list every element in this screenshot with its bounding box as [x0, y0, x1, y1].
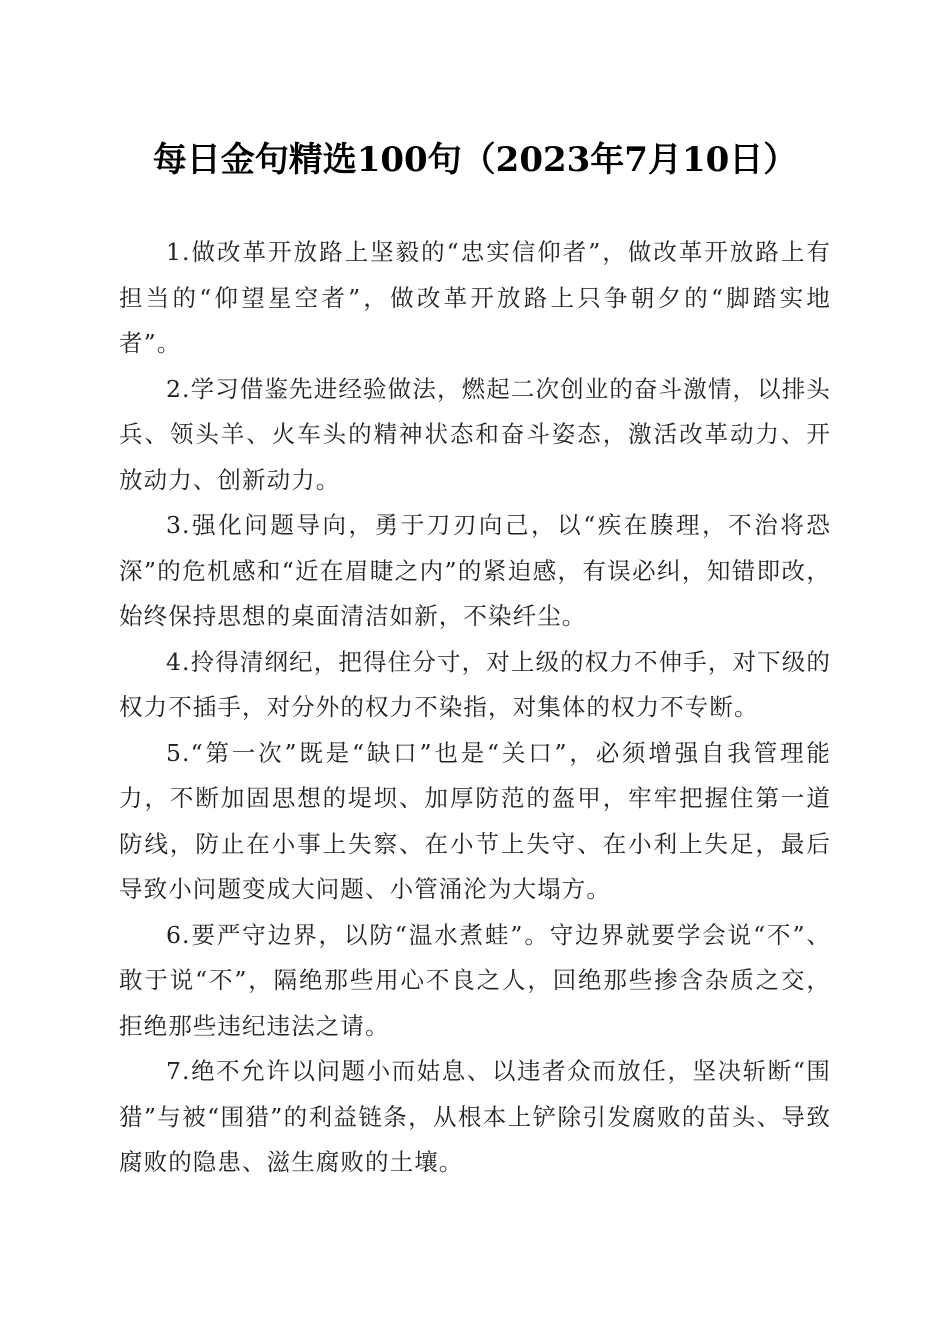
paragraph-2: 2.学习借鉴先进经验做法，燃起二次创业的奋斗激情，以排头兵、领头羊、火车头的精神状态和奋斗姿态，激活改革动力、开放动力、创新动力。 — [119, 374, 831, 494]
document-body — [119, 230, 831, 1186]
paragraph-5: 5.“第一次”既是“缺口”也是“关口”，必须增强自我管理能力，不断加固思想的堤坝、加厚防范的盔甲，牢牢把握住第一道防线，防止在小事上失察、在小节上失守、在小利上失足，最后导致小问题变成大问题、小管涌沦为大塌方。 — [119, 738, 831, 903]
document-title: 每日金句精选100句（2023年7月10日） — [152, 140, 798, 180]
paragraph-7: 7.绝不允许以问题小而姑息、以违者众而放任，坚决斩断“围猎”与被“围猎”的利益链条，从根本上铲除引发腐败的苗头、导致腐败的隐患、滋生腐败的土壤。 — [119, 1057, 831, 1176]
paragraph-1: 1.做改革开放路上坚毅的“忠实信仰者”，做改革开放路上有担当的“仰望星空者”，做改革开放路上只争朝夕的“脚踏实地者”。 — [119, 238, 831, 357]
paragraph-4: 4.拎得清纲纪，把得住分寸，对上级的权力不伸手，对下级的权力不插手，对分外的权力不染指，对集体的权力不专断。 — [119, 647, 831, 721]
paragraph-6: 6.要严守边界，以防“温水煮蛙”。守边界就要学会说“不”、敢于说“不”，隔绝那些用心不良之人，回绝那些掺含杂质之交，拒绝那些违纪违法之请。 — [119, 920, 831, 1040]
paragraph-3: 3.强化问题导向，勇于刀刃向己，以“疾在腠理，不治将恐深”的危机感和“近在眉睫之内”的紧迫感，有误必纠，知错即改，始终保持思想的桌面清洁如新，不染纤尘。 — [119, 511, 831, 630]
